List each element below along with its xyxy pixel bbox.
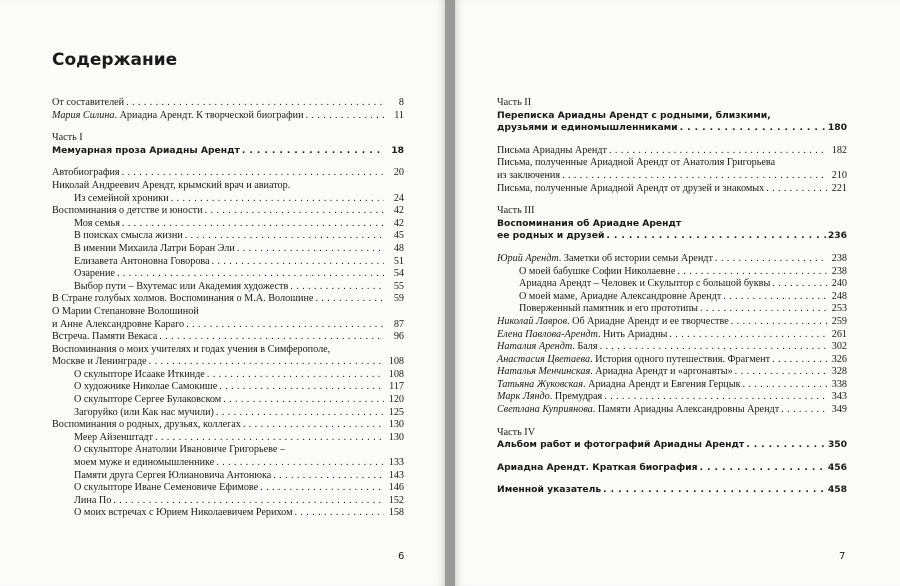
toc-entry-title bbox=[52, 110, 304, 123]
toc-entry[interactable] bbox=[52, 167, 404, 180]
toc-leader-dots bbox=[290, 281, 384, 294]
toc-entry-author: Марк Ляндо bbox=[497, 391, 550, 403]
toc-line: Воспоминания об Ариадне Арендт bbox=[497, 217, 682, 229]
contents-heading: Содержание bbox=[52, 50, 178, 70]
toc-entry-title bbox=[74, 457, 214, 470]
toc-spacer bbox=[497, 417, 847, 427]
toc-entry-text: От составителей bbox=[52, 97, 125, 108]
toc-entry[interactable] bbox=[497, 439, 847, 452]
toc-leader-dots bbox=[743, 379, 827, 392]
toc-leader-dots bbox=[772, 278, 827, 291]
toc-entry-page: 130 bbox=[388, 419, 404, 431]
toc-entry[interactable] bbox=[52, 145, 404, 158]
toc-entry-text: Ариадна Арендт – Человек и Скульптор с большой буквы bbox=[519, 278, 771, 290]
toc-entry-title bbox=[74, 193, 169, 206]
toc-entry[interactable] bbox=[52, 193, 404, 206]
toc-entry-title bbox=[497, 439, 744, 452]
toc-entry-page: 20 bbox=[393, 167, 404, 179]
toc-entry-page: 302 bbox=[831, 341, 847, 353]
toc-leader-dots bbox=[731, 316, 827, 329]
toc-entry-text: О скульпторе Иване Семеновиче Ефимове bbox=[74, 482, 259, 494]
toc-entry-title bbox=[497, 316, 729, 329]
toc-leader-dots bbox=[171, 193, 384, 206]
toc-left bbox=[52, 97, 404, 520]
toc-entry[interactable] bbox=[52, 97, 404, 110]
toc-entry-text: моем муже и единомышленнике bbox=[74, 457, 215, 469]
toc-spacer bbox=[497, 452, 847, 462]
toc-entry-page: 349 bbox=[831, 404, 847, 416]
toc-entry-title bbox=[74, 218, 120, 231]
toc-entry-page: 42 bbox=[393, 217, 404, 229]
toc-entry-page: 261 bbox=[831, 328, 847, 340]
toc-entry-page: 456 bbox=[827, 461, 847, 473]
toc-entry-text: Именной указатель bbox=[497, 484, 602, 496]
toc-entry-title bbox=[497, 404, 779, 417]
toc-entry-title bbox=[497, 379, 741, 392]
toc-entry-title bbox=[497, 183, 764, 196]
toc-entry-title bbox=[74, 482, 258, 495]
toc-entry-page: 253 bbox=[831, 303, 847, 315]
toc-entry[interactable] bbox=[52, 381, 404, 394]
toc-line: О Марии Степановне Волошиной bbox=[52, 305, 199, 317]
toc-entry-page: 326 bbox=[831, 353, 847, 365]
toc-entry-title bbox=[497, 341, 598, 354]
toc-entry-title bbox=[74, 381, 217, 394]
toc-entry-title bbox=[497, 354, 770, 367]
toc-entry-text: Автобиография bbox=[52, 167, 120, 179]
toc-line: Часть II bbox=[497, 97, 532, 108]
toc-entry-author: Татьяна Жуковская bbox=[497, 378, 583, 390]
toc-entry[interactable] bbox=[52, 419, 404, 432]
toc-entry-title bbox=[74, 230, 183, 243]
toc-entry-title bbox=[497, 329, 667, 342]
toc-entry-page: 146 bbox=[388, 482, 404, 494]
toc-spacer bbox=[52, 157, 404, 167]
toc-leader-dots bbox=[117, 268, 384, 281]
toc-entry-title bbox=[74, 507, 293, 520]
toc-entry-text: В поисках смысла жизни bbox=[74, 230, 183, 242]
toc-leader-dots bbox=[185, 230, 384, 243]
toc-entry-page: 108 bbox=[388, 356, 404, 368]
toc-leader-dots bbox=[122, 218, 384, 231]
toc-entry-author: Елена Павлова-Арендт bbox=[497, 328, 598, 340]
toc-leader-dots bbox=[149, 356, 384, 369]
toc-leader-dots bbox=[766, 183, 827, 196]
toc-entry-text: Выбор пути – Вхутемас или Академия художеств bbox=[74, 280, 289, 292]
toc-leader-dots bbox=[600, 341, 827, 354]
toc-entry-title bbox=[497, 230, 604, 243]
toc-entry-title bbox=[52, 205, 203, 218]
toc-entry-title bbox=[52, 97, 124, 110]
toc-leader-dots bbox=[781, 404, 827, 417]
toc-entry-text: Поверженный памятник и его прототипы bbox=[519, 303, 699, 315]
toc-spacer bbox=[497, 195, 847, 205]
toc-leader-dots bbox=[216, 407, 384, 420]
toc-entry-page: 54 bbox=[393, 268, 404, 280]
toc-entry[interactable] bbox=[52, 319, 404, 332]
toc-entry-title bbox=[52, 419, 241, 432]
toc-entry-text: Москве и Ленинграде bbox=[52, 356, 147, 368]
toc-leader-dots bbox=[723, 291, 827, 304]
toc-entry-page: 152 bbox=[388, 494, 404, 506]
toc-leader-dots bbox=[159, 331, 384, 344]
toc-entry-page: 87 bbox=[393, 318, 404, 330]
toc-entry-page: 120 bbox=[388, 394, 404, 406]
toc-entry-text: Письма, полученные Ариадной Арендт от друзей и знакомых bbox=[497, 182, 765, 194]
toc-entry-text: Мемуарная проза Ариадны Арендт bbox=[52, 144, 240, 156]
toc-entry[interactable] bbox=[52, 457, 404, 470]
toc-entry-title bbox=[52, 356, 147, 369]
toc-leader-dots bbox=[126, 97, 384, 110]
toc-right bbox=[497, 97, 847, 497]
toc-entry-title bbox=[74, 256, 210, 269]
toc-entry[interactable] bbox=[52, 432, 404, 445]
toc-entry-author: Наталия Арендт bbox=[497, 341, 573, 353]
toc-entry-title bbox=[497, 366, 733, 379]
toc-entry-page: 180 bbox=[827, 122, 847, 134]
toc-spacer bbox=[52, 122, 404, 132]
toc-entry[interactable] bbox=[52, 205, 404, 218]
toc-entry-page: 238 bbox=[831, 252, 847, 264]
toc-entry[interactable] bbox=[497, 303, 847, 316]
toc-entry-author: Николай Лавров bbox=[497, 315, 567, 327]
toc-entry-title bbox=[52, 293, 313, 306]
toc-leader-dots bbox=[223, 394, 384, 407]
toc-entry-text: О художнике Николае Самокише bbox=[74, 381, 218, 393]
toc-entry[interactable] bbox=[52, 256, 404, 269]
toc-leader-dots bbox=[604, 391, 827, 404]
toc-leader-dots bbox=[207, 369, 384, 382]
toc-leader-dots bbox=[315, 293, 384, 306]
toc-entry-text: . Заметки об истории семьи Арендт bbox=[558, 252, 713, 264]
page-number-right: 7 bbox=[839, 551, 846, 562]
toc-entry-text: Встреча. Памяти Векаса bbox=[52, 331, 158, 343]
toc-entry[interactable] bbox=[497, 253, 847, 266]
toc-entry[interactable] bbox=[497, 379, 847, 392]
toc-entry-page: 24 bbox=[393, 192, 404, 204]
toc-leader-dots bbox=[186, 319, 384, 332]
toc-entry-page: 18 bbox=[391, 144, 404, 156]
toc-entry-title bbox=[52, 331, 157, 344]
toc-entry-text: Меер Айзенштадт bbox=[74, 431, 153, 443]
toc-entry-page: 117 bbox=[389, 381, 404, 393]
toc-entry[interactable] bbox=[52, 356, 404, 369]
toc-entry-title bbox=[74, 432, 153, 445]
toc-entry-title bbox=[74, 243, 235, 256]
toc-entry-text: ее родных и друзей bbox=[497, 230, 605, 242]
toc-entry-text: В имении Михаила Латри Боран Эли bbox=[74, 242, 235, 254]
toc-spacer bbox=[497, 474, 847, 484]
toc-entry-text: О моей маме, Ариадне Александровне Арендт bbox=[519, 290, 722, 302]
toc-entry-text: Воспоминания о детстве и юности bbox=[52, 205, 203, 217]
toc-entry-title bbox=[497, 484, 601, 497]
toc-entry[interactable] bbox=[497, 354, 847, 367]
toc-entry-page: 182 bbox=[831, 144, 847, 156]
toc-entry-page: 328 bbox=[831, 366, 847, 378]
toc-entry-text: из заключения bbox=[497, 169, 561, 181]
toc-entry-text: Загоруйко (или Как нас мучили) bbox=[74, 406, 214, 418]
toc-entry-author: Юрий Арендт bbox=[497, 252, 559, 264]
toc-entry-page: 45 bbox=[393, 230, 404, 242]
toc-entry[interactable] bbox=[52, 507, 404, 520]
toc-entry[interactable] bbox=[497, 230, 847, 243]
toc-entry[interactable] bbox=[497, 341, 847, 354]
toc-entry-title bbox=[52, 167, 120, 180]
toc-leader-dots bbox=[216, 457, 384, 470]
toc-entry-text: . Нить Ариадны bbox=[597, 328, 668, 340]
toc-entry[interactable] bbox=[497, 122, 847, 135]
toc-entry[interactable] bbox=[497, 404, 847, 417]
toc-entry-text: Озарение bbox=[74, 268, 115, 280]
toc-entry[interactable] bbox=[52, 243, 404, 256]
toc-entry-text: и Анне Александровне Караго bbox=[52, 318, 185, 330]
toc-entry-author: Мария Силина bbox=[52, 109, 115, 121]
toc-entry[interactable] bbox=[52, 281, 404, 294]
toc-entry[interactable] bbox=[52, 495, 404, 508]
toc-entry-title bbox=[519, 266, 675, 279]
toc-leader-dots bbox=[260, 482, 384, 495]
toc-line: Переписка Ариадны Арендт с родными, близкими, bbox=[497, 109, 771, 121]
toc-leader-dots bbox=[669, 329, 827, 342]
toc-entry-title bbox=[497, 145, 607, 158]
toc-entry[interactable] bbox=[497, 266, 847, 279]
toc-entry-text: Лина По bbox=[74, 494, 112, 506]
toc-entry-page: 51 bbox=[393, 255, 404, 267]
toc-leader-dots bbox=[295, 507, 384, 520]
toc-leader-dots bbox=[205, 205, 384, 218]
toc-entry[interactable] bbox=[497, 278, 847, 291]
toc-entry-page: 125 bbox=[388, 406, 404, 418]
toc-entry[interactable] bbox=[52, 369, 404, 382]
toc-entry[interactable] bbox=[497, 291, 847, 304]
toc-leader-dots bbox=[677, 266, 827, 279]
right-page bbox=[455, 0, 900, 586]
toc-leader-dots bbox=[243, 419, 384, 432]
toc-spacer bbox=[497, 135, 847, 145]
toc-leader-dots bbox=[715, 253, 827, 266]
toc-leader-dots bbox=[735, 366, 827, 379]
toc-entry-text: Моя семья bbox=[74, 217, 120, 229]
toc-entry-title bbox=[74, 369, 205, 382]
toc-leader-dots bbox=[603, 484, 826, 497]
toc-entry[interactable] bbox=[497, 484, 847, 497]
toc-leader-dots bbox=[113, 495, 384, 508]
toc-entry-text: . Ариадна Арендт и «аргонавты» bbox=[590, 366, 733, 378]
toc-entry[interactable] bbox=[497, 316, 847, 329]
toc-entry-title bbox=[519, 303, 698, 316]
toc-entry-title bbox=[497, 253, 713, 266]
toc-entry-page: 108 bbox=[388, 368, 404, 380]
left-page bbox=[0, 0, 445, 586]
toc-entry[interactable] bbox=[52, 293, 404, 306]
toc-entry[interactable] bbox=[497, 366, 847, 379]
toc-entry-page: 130 bbox=[388, 431, 404, 443]
toc-leader-dots bbox=[562, 170, 827, 183]
toc-entry-page: 238 bbox=[831, 265, 847, 277]
toc-entry-title bbox=[74, 495, 111, 508]
toc-leader-dots bbox=[273, 470, 384, 483]
toc-entry[interactable] bbox=[52, 268, 404, 281]
toc-leader-dots bbox=[606, 230, 825, 243]
toc-entry[interactable] bbox=[52, 407, 404, 420]
toc-entry-text: Памяти друга Сергея Юлиановича Антонюка bbox=[74, 469, 272, 481]
toc-entry-title bbox=[519, 291, 721, 304]
toc-entry-page: 55 bbox=[393, 280, 404, 292]
toc-line: Письма, полученные Ариадной Арендт от Анатолия Григорьева bbox=[497, 157, 776, 169]
toc-entry-text: О скульпторе Исааке Иткинде bbox=[74, 368, 205, 380]
toc-leader-dots bbox=[212, 256, 384, 269]
toc-entry[interactable] bbox=[52, 218, 404, 231]
toc-entry-page: 338 bbox=[831, 378, 847, 390]
toc-entry-title bbox=[74, 394, 221, 407]
toc-line: Николай Андреевич Арендт, крымский врач и авиатор. bbox=[52, 179, 291, 191]
toc-entry-text: . Премудрая bbox=[549, 391, 603, 403]
toc-line: Часть I bbox=[52, 132, 83, 144]
toc-entry-page: 48 bbox=[393, 242, 404, 254]
toc-entry-title bbox=[74, 470, 271, 483]
toc-entry-text: О моей бабушке Софии Николаевне bbox=[519, 265, 676, 277]
toc-entry-title bbox=[497, 170, 560, 183]
toc-entry-page: 236 bbox=[827, 230, 847, 242]
toc-entry-text: Из семейной хроники bbox=[74, 192, 169, 204]
toc-leader-dots bbox=[700, 462, 826, 475]
page-number-left: 6 bbox=[398, 551, 405, 562]
toc-spacer bbox=[497, 243, 847, 253]
toc-entry-text: Письма Ариадны Арендт bbox=[497, 144, 607, 156]
toc-leader-dots bbox=[700, 303, 827, 316]
toc-entry-text: . Об Ариадне Арендт и ее творчестве bbox=[567, 315, 729, 327]
toc-entry-page: 158 bbox=[388, 507, 404, 519]
toc-entry-page: 42 bbox=[393, 205, 404, 217]
toc-entry-title bbox=[497, 122, 678, 135]
toc-leader-dots bbox=[155, 432, 384, 445]
toc-line: Воспоминания о моих учителях и годах учения в Симферополе, bbox=[52, 343, 331, 355]
toc-entry[interactable] bbox=[52, 331, 404, 344]
toc-entry-page: 143 bbox=[388, 469, 404, 481]
toc-entry-title bbox=[74, 268, 115, 281]
toc-entry-author: Светлана Куприянова bbox=[497, 404, 593, 416]
toc-entry[interactable] bbox=[52, 482, 404, 495]
toc-entry-text: Елизавета Антоновна Говорова bbox=[74, 255, 210, 267]
toc-entry-title bbox=[497, 391, 602, 404]
toc-entry-page: 221 bbox=[831, 182, 847, 194]
toc-entry-text: . Памяти Ариадны Александровны Арендт bbox=[592, 404, 780, 416]
toc-entry-page: 458 bbox=[827, 484, 847, 496]
toc-line: Часть III bbox=[497, 205, 535, 217]
toc-entry-page: 343 bbox=[831, 391, 847, 403]
toc-entry-title bbox=[52, 145, 240, 158]
toc-entry-text: В Стране голубых холмов. Воспоминания о М.А. Волошине bbox=[52, 293, 314, 305]
toc-entry-text: Ариадна Арендт. Краткая биография bbox=[497, 461, 698, 473]
toc-entry-title bbox=[74, 281, 288, 294]
toc-entry-page: 259 bbox=[831, 315, 847, 327]
toc-line: Часть IV bbox=[497, 426, 536, 438]
toc-entry-text: Воспоминания о родных, друзьях, коллегах bbox=[52, 419, 241, 431]
toc-entry[interactable] bbox=[497, 462, 847, 475]
toc-entry[interactable] bbox=[497, 183, 847, 196]
toc-entry-text: . Ариадна Арендт. К творческой биографии bbox=[114, 109, 304, 121]
toc-entry-page: 133 bbox=[388, 457, 404, 469]
toc-leader-dots bbox=[746, 439, 826, 452]
toc-entry-title bbox=[52, 319, 184, 332]
toc-entry-text: друзьями и единомышленниками bbox=[497, 122, 678, 134]
toc-leader-dots bbox=[122, 167, 384, 180]
toc-entry-author: Наталья Менчинская bbox=[497, 366, 591, 378]
toc-entry-text: . Баля bbox=[572, 341, 598, 353]
toc-entry-page: 350 bbox=[827, 439, 847, 451]
toc-entry-title bbox=[497, 462, 698, 475]
toc-entry-text: Альбом работ и фотографий Ариадны Арендт bbox=[497, 439, 745, 451]
toc-leader-dots bbox=[219, 381, 384, 394]
toc-entry-title bbox=[519, 278, 770, 291]
toc-leader-dots bbox=[242, 145, 384, 158]
toc-entry-page: 8 bbox=[398, 97, 404, 108]
toc-entry-title bbox=[74, 407, 214, 420]
toc-entry[interactable] bbox=[497, 170, 847, 183]
toc-entry-page: 240 bbox=[831, 278, 847, 290]
toc-entry-page: 11 bbox=[394, 109, 404, 121]
toc-leader-dots bbox=[772, 354, 827, 367]
toc-entry-text: . Ариадна Арендт и Евгения Герцык bbox=[583, 378, 741, 390]
toc-entry-text: О скульпторе Сергее Булаковском bbox=[74, 394, 222, 406]
toc-entry-page: 96 bbox=[393, 331, 404, 343]
toc-entry-text: О моих встречах с Юрием Николаевичем Рерихом bbox=[74, 507, 293, 519]
toc-entry-page: 59 bbox=[393, 293, 404, 305]
toc-entry-page: 248 bbox=[831, 290, 847, 302]
toc-leader-dots bbox=[609, 145, 827, 158]
toc-leader-dots bbox=[237, 243, 384, 256]
toc-entry-page: 210 bbox=[831, 169, 847, 181]
toc-line: О скульпторе Анатолии Ивановиче Григорьеве – bbox=[74, 444, 286, 456]
toc-entry[interactable] bbox=[52, 394, 404, 407]
toc-entry[interactable] bbox=[497, 145, 847, 158]
toc-entry[interactable] bbox=[497, 329, 847, 342]
toc-leader-dots bbox=[306, 110, 384, 123]
toc-entry[interactable] bbox=[497, 391, 847, 404]
toc-entry[interactable] bbox=[52, 470, 404, 483]
toc-entry[interactable] bbox=[52, 110, 404, 123]
toc-entry-author: Анастасия Цветаева bbox=[497, 353, 591, 365]
toc-leader-dots bbox=[680, 122, 826, 135]
toc-entry[interactable] bbox=[52, 230, 404, 243]
toc-entry-text: . История одного путешествия. Фрагмент bbox=[590, 353, 771, 365]
